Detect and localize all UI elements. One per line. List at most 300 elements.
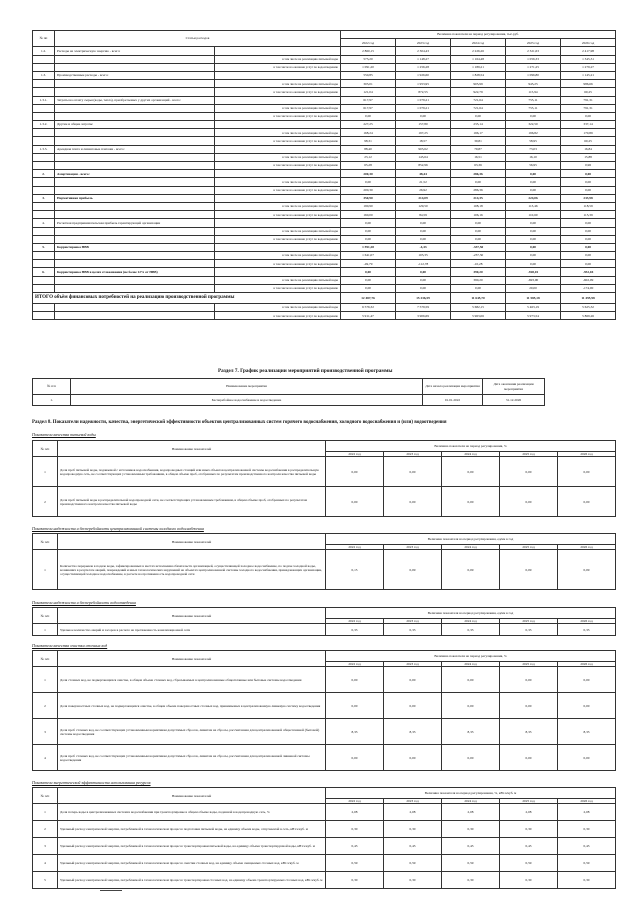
- row-value: 0,33: [442, 624, 500, 636]
- row-subname: в том числе на оказание услуг по водоотведению: [215, 112, 341, 120]
- row-value: 0,00: [558, 457, 616, 487]
- table-row: [33, 855, 616, 872]
- row-value: 8,33: [442, 719, 500, 745]
- row-value: 0,00: [384, 457, 442, 487]
- row-value: 58,95: [506, 137, 561, 145]
- table-row: [33, 145, 616, 153]
- row-value: 121,04: [341, 88, 396, 96]
- row-name: Расходы на электрическую энергию - всего:: [55, 47, 215, 55]
- total-sub-value: 7 579,59: [396, 304, 451, 312]
- row-value: 0,30: [326, 821, 384, 838]
- row-value: 0,59: [326, 855, 384, 872]
- table-row: [33, 178, 616, 186]
- table-row: [33, 693, 616, 719]
- row-name: Доля проб сточных вод, не соответствующих установленным нормативам допустимых сбросов, лимитам на сбросы, рассчитанная для централизованной общесплавной (бытовой) системы водоотведения: [58, 719, 326, 745]
- row-num: [33, 252, 55, 260]
- total-value: 11 585,18: [506, 293, 561, 304]
- row-name: [55, 137, 215, 145]
- row-value: 872,55: [396, 88, 451, 96]
- row-value: 0,00: [500, 745, 558, 771]
- year-header: 2025 год: [506, 39, 561, 47]
- group-header-name: Наименование показателей: [58, 534, 326, 550]
- year-header: 2026 год: [561, 39, 616, 47]
- row-value: 0,09: [442, 550, 500, 590]
- year-header: 2025 год: [500, 452, 558, 457]
- year-header: 2024 год: [442, 619, 500, 624]
- table-row: [33, 162, 616, 170]
- row-value: 755,11: [506, 96, 561, 104]
- row-name: Арендная плата и лизинговые платежи - всего:: [55, 145, 215, 153]
- row-num: [33, 178, 55, 186]
- row-value: 18,57: [396, 137, 451, 145]
- row-num: 2: [33, 821, 58, 838]
- table-row: [33, 47, 616, 55]
- row-subname: в том числе на реализацию питьевой воды: [215, 276, 341, 284]
- year-header: 2024 год: [442, 545, 500, 550]
- row-value: -237,50: [451, 252, 506, 260]
- year-header: 2025 год: [500, 799, 558, 804]
- table-row: [33, 268, 616, 276]
- row-name: Корректировка НВВ в целях сглаживания (не более 12% от НВВ): [55, 268, 215, 276]
- row-value: 721,64: [451, 104, 506, 112]
- row-num: 1.3.1.: [33, 96, 55, 104]
- row-value: 79,87: [451, 145, 506, 153]
- row-value: 0,00: [442, 693, 500, 719]
- row-value: 15,88: [561, 153, 616, 161]
- row-value: 200,30: [341, 170, 396, 178]
- table-row: [33, 227, 616, 235]
- row-name: [55, 284, 215, 292]
- year-header: 2022 год: [326, 619, 384, 624]
- row-subname: [215, 145, 341, 153]
- row-name: [55, 80, 215, 88]
- year-header: 2022 год: [326, 545, 384, 550]
- year-header: 2022 год: [341, 39, 396, 47]
- group-header-num: № п/п: [33, 441, 58, 457]
- row-value: 390,20: [451, 276, 506, 284]
- row-value: 0,00: [442, 745, 500, 771]
- table-row: [33, 235, 616, 243]
- row-num: [33, 227, 55, 235]
- row-value: 0,00: [384, 693, 442, 719]
- row-value: 168,24: [341, 129, 396, 137]
- year-header: 2023 год: [384, 545, 442, 550]
- year-header: 2024 год: [442, 799, 500, 804]
- row-value: 0,00: [442, 487, 500, 517]
- row-value: 0,00: [558, 745, 616, 771]
- row-subname: [215, 47, 341, 55]
- row-num: 1: [33, 624, 58, 636]
- row-name: Удельный расход электрической энергии, потребляемой в технологическом процессе очистки сточных вод, на единицу объема очищаемых сточных вод, кВт.ч/куб. м: [58, 855, 326, 872]
- col-header-values: Величина показателя на период регулирования, тыс.руб.: [341, 31, 616, 39]
- row-value: 0,59: [500, 855, 558, 872]
- row-value: 0,09: [558, 550, 616, 590]
- row-value: -112,78: [396, 260, 451, 268]
- table-row: [33, 55, 616, 63]
- section-7-title: Раздел 7. График реализации мероприятий производственной программы: [218, 368, 393, 374]
- row-value: 0,00: [442, 667, 500, 693]
- row-num: [33, 211, 55, 219]
- table-row: [33, 276, 616, 284]
- group-header-values: Величина показателя на период регулирования, %: [326, 441, 616, 452]
- row-value: 0,00: [326, 457, 384, 487]
- row-subname: в том числе на оказание услуг по водоотведению: [215, 88, 341, 96]
- row-value: 60,25: [561, 88, 616, 96]
- row-value: 0,09: [500, 550, 558, 590]
- row-value: 88,40: [341, 145, 396, 153]
- row-value: 16,51: [451, 153, 506, 161]
- row-value: 1 056,33: [506, 55, 561, 63]
- row-value: 129,50: [396, 202, 451, 210]
- row-num: [33, 129, 55, 137]
- table-row: [33, 88, 616, 96]
- row-value: 1 189,21: [451, 63, 506, 71]
- schedule-table: [32, 378, 616, 406]
- row-value: 197,25: [396, 129, 451, 137]
- row-value: 0,00: [396, 112, 451, 120]
- row-num: 1: [33, 550, 58, 590]
- row-num: 1.3.: [33, 71, 55, 79]
- table-row: [33, 170, 616, 178]
- col-header-name: Статьи расходов: [55, 31, 341, 47]
- row-value: 2,08: [558, 804, 616, 821]
- wastewater-quality-table: [32, 650, 616, 771]
- row-subname: в том числе на реализацию питьевой воды: [215, 129, 341, 137]
- row-value: 0,00: [506, 235, 561, 243]
- row-name: Расчетная предпринимательская прибыль гарантирующей организации: [55, 219, 215, 227]
- total-sub-row: [33, 304, 616, 312]
- row-num: [33, 137, 55, 145]
- row-value: 0,00: [341, 178, 396, 186]
- row-value: 106,16: [451, 211, 506, 219]
- row-name: [55, 202, 215, 210]
- g4-title: Показатели качества очистки сточных вод: [32, 643, 108, 648]
- row-value: 2,08: [442, 804, 500, 821]
- row-value: 20,00: [506, 284, 561, 292]
- schedule-row-name: Бесперебойное водоснабжение и водоотведение: [71, 395, 423, 406]
- row-subname: в том числе на реализацию питьевой воды: [215, 104, 341, 112]
- row-value: 0,30: [558, 821, 616, 838]
- row-name: Удельный расход электрической энергии, потребляемой в технологическом процессе транспортировки сточных вод, на единицу объема транспортируемых сточных вод, кВт.ч/куб. м: [58, 872, 326, 889]
- row-value: 0,00: [561, 243, 616, 251]
- total-sub-value: 6 576,32: [341, 304, 396, 312]
- row-subname: [215, 170, 341, 178]
- row-value: 0,00: [341, 112, 396, 120]
- total-sub-value: 5 463,19: [506, 304, 561, 312]
- row-value: 286,36: [451, 186, 506, 194]
- row-value: 23,12: [341, 153, 396, 161]
- row-value: 0,00: [396, 235, 451, 243]
- year-header: 2025 год: [500, 662, 558, 667]
- row-value: 0,00: [451, 235, 506, 243]
- row-name: Доля сточных вод, не подвергающихся очистке, в общем объеме сточных вод, сбрасываемых в централизованные общесплавные или бытовые системы водоотведения: [58, 667, 326, 693]
- row-subname: в том числе на реализацию питьевой воды: [215, 153, 341, 161]
- row-value: 56,95: [506, 162, 561, 170]
- row-num: 1: [33, 667, 58, 693]
- row-value: 0,30: [384, 821, 442, 838]
- row-value: 286,36: [451, 170, 506, 178]
- row-value: 63,36: [451, 162, 506, 170]
- row-value: 73,03: [506, 145, 561, 153]
- row-value: 0,59: [558, 855, 616, 872]
- row-value: 157,80: [396, 121, 451, 129]
- row-value: 2,08: [384, 804, 442, 821]
- row-value: 1 145,21: [561, 71, 616, 79]
- row-value: 2,08: [500, 804, 558, 821]
- row-value: 0,15: [326, 550, 384, 590]
- total-sub-value: 5 911,47: [341, 312, 396, 320]
- row-num: 4: [33, 855, 58, 872]
- row-value: 224,06: [506, 194, 561, 202]
- row-value: 0,00: [384, 487, 442, 517]
- schedule-header-num: № п/п: [33, 379, 71, 395]
- row-value: 1 148,27: [396, 55, 451, 63]
- total-sub-label: в том числе на реализацию питьевой воды: [215, 304, 341, 312]
- row-name: [55, 252, 215, 260]
- row-value: -602,09: [561, 276, 616, 284]
- row-num: [33, 80, 55, 88]
- table-row: [33, 63, 616, 71]
- row-num: [33, 284, 55, 292]
- row-num: [33, 235, 55, 243]
- table-row: [33, 667, 616, 693]
- table-row: [33, 121, 616, 129]
- total-sub-value: 5 682,15: [451, 304, 506, 312]
- schedule-header-end: Дата окончания реализации мероприятия: [483, 379, 545, 395]
- row-name: Количество перерывов в подаче воды, зафиксированных в местах исполнения обязательств организацией, осуществляющей холодное водоснабжение, по подаче холодной воды, возникших в результате аварий, повреждений и иных технологических нарушений на объектах централизованной системы холодного водоснабжения, принадлежащих организации, осуществляющей холодное водоснабжение, в расчете на протяженность водопроводной сети: [58, 550, 326, 590]
- table-row: [33, 284, 616, 292]
- schedule-header-name: Наименование мероприятия: [71, 379, 423, 395]
- total-sub-label: в том числе на оказание услуг по водоотведению: [215, 312, 341, 320]
- row-name: [55, 129, 215, 137]
- row-value: 573,20: [341, 55, 396, 63]
- row-num: [33, 63, 55, 71]
- row-num: 5: [33, 872, 58, 889]
- row-value: 0,00: [396, 219, 451, 227]
- row-value: 1 096,80: [506, 71, 561, 79]
- row-name: Амортизация - всего:: [55, 170, 215, 178]
- row-value: 0,00: [500, 487, 558, 517]
- row-value: 0,00: [451, 227, 506, 235]
- group-header-values: Величина показателя на период регулирования, ед/км в год: [326, 534, 616, 545]
- row-num: 3.: [33, 194, 55, 202]
- schedule-row-num: 1.: [33, 395, 71, 406]
- row-value: -4,43: [396, 243, 451, 251]
- row-value: 16,84: [561, 145, 616, 153]
- row-value: 0,00: [396, 284, 451, 292]
- row-value: 235,14: [451, 121, 506, 129]
- table-row: [33, 260, 616, 268]
- table-row: [33, 71, 616, 79]
- year-header: 2023 год: [384, 452, 442, 457]
- year-header: 2026 год: [558, 799, 616, 804]
- row-name: [55, 211, 215, 219]
- row-value: 0,43: [326, 838, 384, 855]
- row-num: 4: [33, 745, 58, 771]
- table-row: [33, 872, 616, 889]
- row-name: [55, 276, 215, 284]
- group-header-num: № п/п: [33, 651, 58, 667]
- row-value: 113,46: [506, 202, 561, 210]
- row-name: Нормативная прибыль: [55, 194, 215, 202]
- row-value: 8,33: [326, 719, 384, 745]
- row-value: 16,10: [506, 153, 561, 161]
- row-value: 21,52: [396, 178, 451, 186]
- row-value: 0,00: [561, 219, 616, 227]
- row-name: [55, 162, 215, 170]
- row-value: 0,30: [384, 872, 442, 889]
- row-num: 4.: [33, 219, 55, 227]
- group-header-name: Наименование показателей: [58, 441, 326, 457]
- row-value: 303,01: [341, 80, 396, 88]
- table-row: [33, 153, 616, 161]
- row-value: 617,97: [341, 104, 396, 112]
- row-name: Доля потерь воды в централизованных системах водоснабжения при транспортировке в общем объеме воды, поданной в водопроводную сеть, %: [58, 804, 326, 821]
- year-header: 2023 год: [384, 799, 442, 804]
- row-value: 350,90: [341, 194, 396, 202]
- row-num: 6.: [33, 268, 55, 276]
- row-name: [55, 227, 215, 235]
- schedule-row-end: 31.12.2026: [483, 395, 545, 406]
- row-subname: в том числе на реализацию питьевой воды: [215, 202, 341, 210]
- table-row: [33, 457, 616, 487]
- total-sub-value: 5 963,06: [451, 312, 506, 320]
- row-num: [33, 186, 55, 194]
- total-row: [33, 293, 616, 304]
- row-subname: в том числе на оказание услуг по водоотведению: [215, 63, 341, 71]
- row-value: 0,00: [506, 219, 561, 227]
- table-row: [33, 202, 616, 210]
- year-header: 2024 год: [442, 452, 500, 457]
- total-sub-value: 5 869,26: [561, 312, 616, 320]
- row-value: 0,00: [384, 667, 442, 693]
- row-num: 1: [33, 457, 58, 487]
- row-value: -932,04: [561, 268, 616, 276]
- table-row: [33, 821, 616, 838]
- row-value: 0,00: [506, 260, 561, 268]
- total-value: 11 495,98: [561, 293, 616, 304]
- year-header: 2022 год: [326, 799, 384, 804]
- row-value: 0,33: [384, 624, 442, 636]
- row-value: 1 271,25: [506, 63, 561, 71]
- row-num: 1.2.: [33, 47, 55, 55]
- row-value: 84,59: [396, 211, 451, 219]
- row-value: 8,33: [384, 719, 442, 745]
- row-subname: в том числе на оказание услуг по водоотведению: [215, 260, 341, 268]
- row-name: [55, 178, 215, 186]
- row-value: 0,00: [500, 693, 558, 719]
- row-name: [55, 88, 215, 96]
- row-value: 60,25: [561, 137, 616, 145]
- row-name: Доля проб питьевой воды, подаваемой с источников водоснабжения, водопроводных станций или иных объектов централизованной системы водоснабжения в распределительную водопроводную сеть, не соответствующих установленным требованиям, в общем объеме проб, отобранных по результатам производственного контроля качества питьевой воды: [58, 457, 326, 487]
- row-num: [33, 55, 55, 63]
- row-name: Другие и общие затраты:: [55, 121, 215, 129]
- row-value: 617,97: [341, 96, 396, 104]
- row-subname: [215, 268, 341, 276]
- row-subname: [215, 194, 341, 202]
- row-name: Доля проб сточных вод, не соответствующих установленным нормативам допустимых сбросов, лимитам на сбросы, рассчитанная для централизованной ливневой системы водоотведения: [58, 745, 326, 771]
- row-subname: [215, 219, 341, 227]
- row-value: 0,00: [506, 227, 561, 235]
- row-name: Удельный расход электрической энергии, потребляемой в технологическом процессе транспортировки питьевой воды, на единицу объема транспортируемой воды, кВт.ч/куб. м: [58, 838, 326, 855]
- row-value: -49,79: [341, 260, 396, 268]
- row-value: 0,00: [326, 745, 384, 771]
- row-value: 0,00: [561, 252, 616, 260]
- row-value: 0,00: [326, 487, 384, 517]
- row-value: 0,30: [558, 872, 616, 889]
- row-num: 2: [33, 693, 58, 719]
- row-value: 0,00: [341, 276, 396, 284]
- row-value: 233,98: [561, 194, 616, 202]
- row-num: [33, 153, 55, 161]
- row-value: 337,14: [561, 121, 616, 129]
- row-value: 0,30: [500, 872, 558, 889]
- row-num: 5.: [33, 243, 55, 251]
- row-value: 0,00: [561, 170, 616, 178]
- row-value: 945,25: [506, 80, 561, 88]
- row-value: 390,20: [451, 268, 506, 276]
- row-value: 170,89: [561, 129, 616, 137]
- schedule-header-start: Дата начала реализации мероприятия: [423, 379, 483, 395]
- row-value: 8,33: [558, 719, 616, 745]
- total-sub-value: 5 973,54: [506, 312, 561, 320]
- year-header: 2023 год: [396, 39, 451, 47]
- g2-title: Показатели надежности и бесперебойности централизованной системы холодного водоснабжения: [32, 526, 204, 531]
- row-value: 0,33: [558, 624, 616, 636]
- row-subname: в том числе на реализацию питьевой воды: [215, 55, 341, 63]
- table-row: [33, 804, 616, 821]
- group-header-values: Величина показателя на период регулирования, %, кВт.ч/куб. м: [326, 788, 616, 799]
- row-num: [33, 104, 55, 112]
- row-value: 1 828,54: [451, 71, 506, 79]
- row-value: 0,00: [341, 219, 396, 227]
- row-name: Затраты на оплату сырья (воды, тепла), приобретаемых у других организаций - всего:: [55, 96, 215, 104]
- row-value: 1 091,20: [341, 63, 396, 71]
- year-header: 2026 год: [558, 452, 616, 457]
- row-num: 2: [33, 487, 58, 517]
- row-value: 0,00: [561, 112, 616, 120]
- row-value: 1 079,21: [396, 104, 451, 112]
- row-value: 103,35: [396, 252, 451, 260]
- row-value: 0,59: [442, 855, 500, 872]
- row-value: 65,28: [341, 162, 396, 170]
- row-value: 98,31: [341, 137, 396, 145]
- row-value: 110,60: [506, 211, 561, 219]
- row-value: 791,31: [561, 104, 616, 112]
- row-value: 0,00: [506, 112, 561, 120]
- row-value: 145,64: [396, 153, 451, 161]
- row-value: 0,09: [384, 550, 442, 590]
- row-subname: в том числе на реализацию питьевой воды: [215, 178, 341, 186]
- row-value: 115,94: [506, 88, 561, 96]
- g5-title: Показатели энергетической эффективности использования ресурсов: [32, 780, 151, 785]
- row-value: 196,17: [451, 129, 506, 137]
- row-value: -174,00: [561, 284, 616, 292]
- row-value: 0,00: [561, 178, 616, 186]
- table-row: [33, 104, 616, 112]
- row-subname: [215, 96, 341, 104]
- row-value: 1 164,48: [451, 55, 506, 63]
- row-name: Доля проб питьевой воды в распределительной водопроводной сети, не соответствующих установленным требованиям, в общем объеме проб, отобранных по результатам производственного контроля качества питьевой воды: [58, 487, 326, 517]
- row-value: 0,00: [558, 693, 616, 719]
- row-name: [55, 55, 215, 63]
- row-value: 0,96: [561, 162, 616, 170]
- row-value: 0,43: [558, 838, 616, 855]
- row-num: 2.: [33, 170, 55, 178]
- row-value: 115,39: [561, 211, 616, 219]
- row-value: 108,18: [451, 202, 506, 210]
- row-value: 0,00: [341, 268, 396, 276]
